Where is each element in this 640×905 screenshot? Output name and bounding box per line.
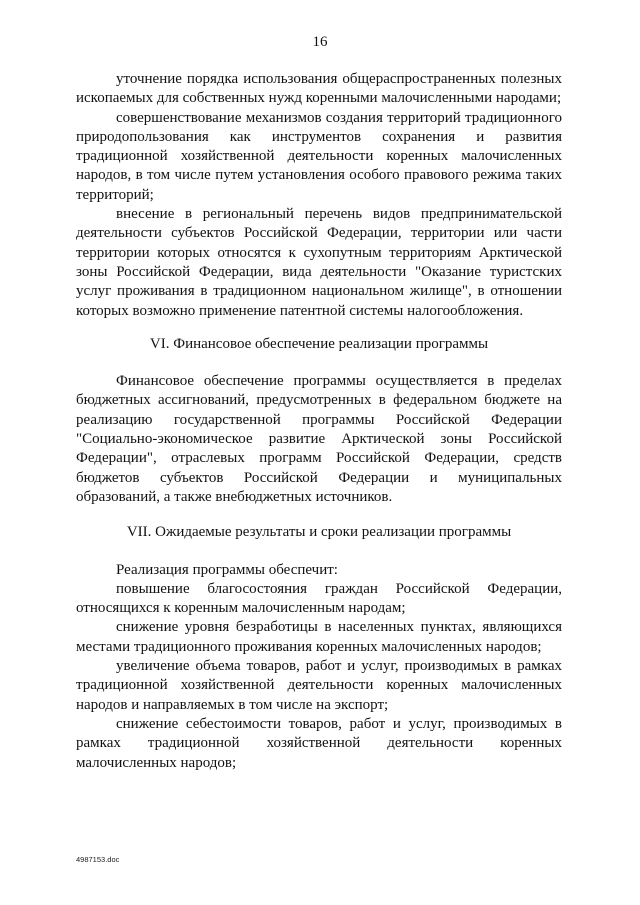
section-heading: VII. Ожидаемые результаты и сроки реализации программы <box>126 524 512 541</box>
paragraph: повышение благосостояния граждан Российской Федерации, относящихся к коренным малочисленным народам; <box>76 580 562 617</box>
paragraph: уточнение порядка использования общераспространенных полезных ископаемых для собственных нужд коренными малочисленными народами; <box>76 71 562 107</box>
paragraph: снижение себестоимости товаров, работ и услуг, производимых в рамках традиционной хозяйственной деятельности коренных малочисленных народов; <box>76 715 562 771</box>
page-number: 16 <box>312 34 328 50</box>
page-content <box>76 70 562 773</box>
paragraph: совершенствование механизмов создания территорий традиционного природопользования как инструментов сохранения и развития традиционной хозяйственной деятельности коренных малочисленных народов, в том числе путем установления особого правового режима таких территорий; <box>76 109 562 203</box>
section-heading: VI. Финансовое обеспечение реализации программы <box>149 335 489 352</box>
paragraph: Реализация программы обеспечит: <box>116 561 338 578</box>
paragraph: увеличение объема товаров, работ и услуг, производимых в рамках традиционной хозяйственной деятельности коренных малочисленных народов и направляемых в том числе на экспорт; <box>76 658 562 713</box>
paragraph: внесение в региональный перечень видов предпринимательской деятельности субъектов Российской Федерации, территории или части территории которых относятся к сухопутным территориям Арктической зоны Российской Федерации, вида деятельности "Оказание туристских услуг проживания в традиционном национальном жилище", в отношении которых возможно применение патентной системы налогообложения. <box>76 206 562 319</box>
paragraph: Финансовое обеспечение программы осуществляется в пределах бюджетных ассигнований, предусмотренных в федеральном бюджете на реализацию государственной программы Российской Федерации "Социально-экономическое развитие Арктической зоны Российской Федерации", отраслевых программ Российской Федерации, средств бюджетов субъектов Российской Федерации и муниципальных образований, а также внебюджетных источников. <box>76 373 562 505</box>
document-footer-id: 4987153.doc <box>76 855 120 864</box>
paragraph: снижение уровня безработицы в населенных пунктах, являющихся местами традиционного проживания коренных малочисленных народов; <box>76 619 562 655</box>
